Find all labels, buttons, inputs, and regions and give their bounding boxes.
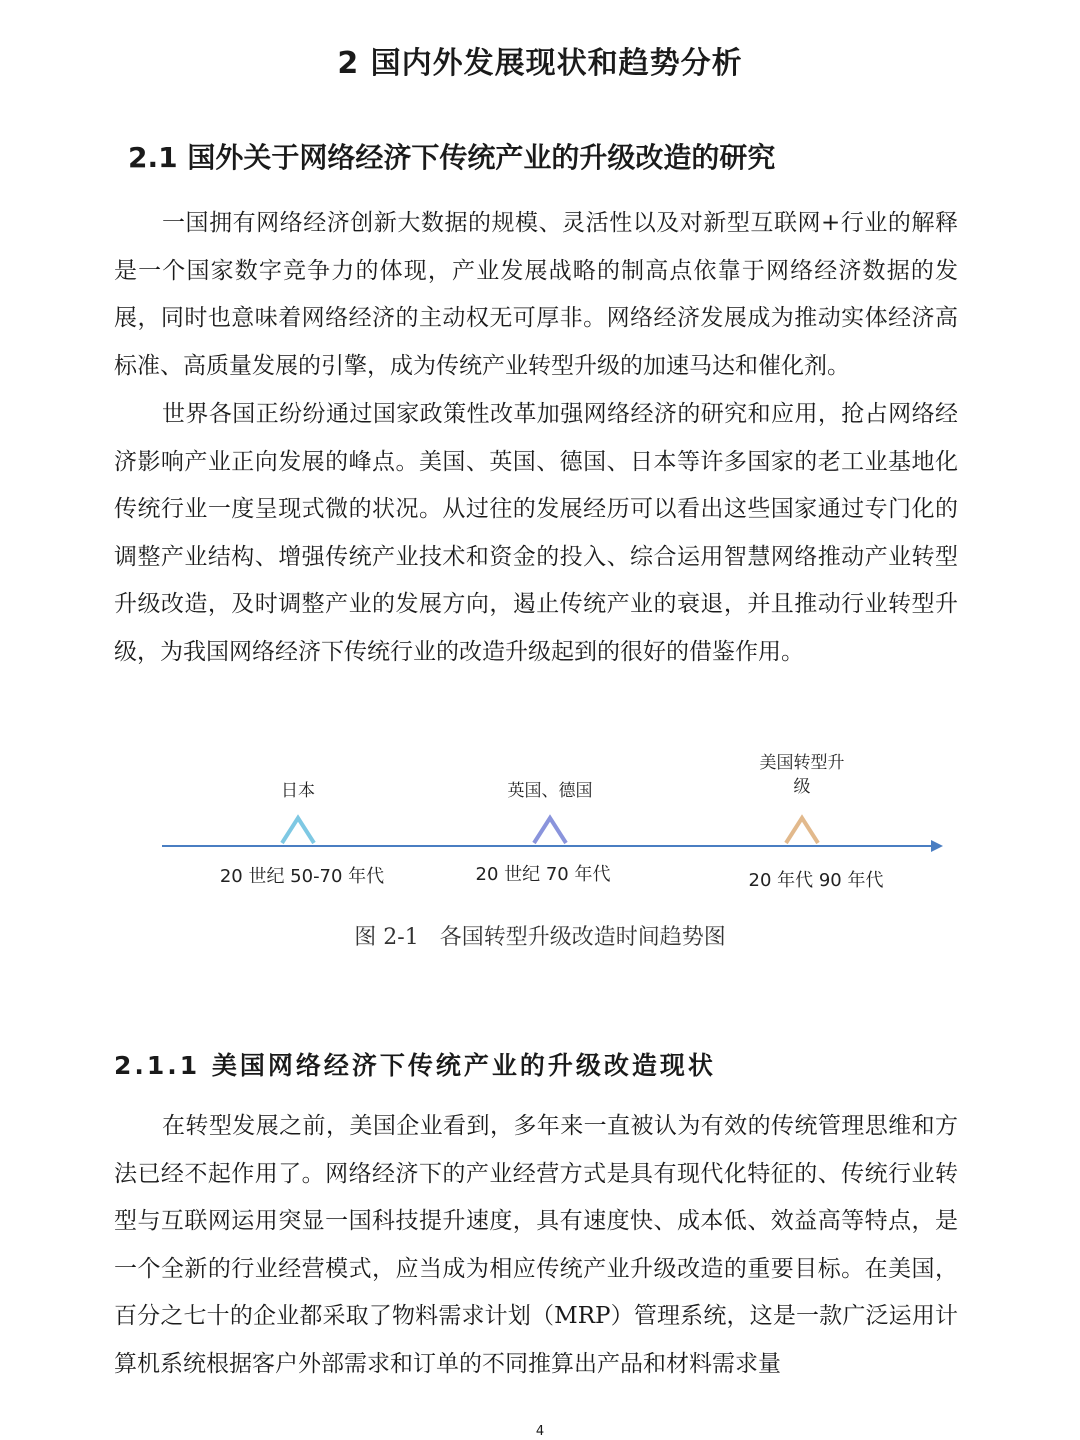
subsection-title: 2.1.1 美国网络经济下传统产业的升级改造现状 bbox=[114, 1051, 716, 1080]
page-number: 4 bbox=[535, 1424, 545, 1439]
paragraph: 在转型发展之前，美国企业看到，多年来一直被认为有效的传统管理思维和方法已经不起作用了。网络经济下的产业经营方式是具有现代化特征的、传统行业转型与互联网运用突显一国科技提升速度，具有速度快、成本低、效益高等特点，是一个全新的行业经营模式，应当成为相应传统产业升级改造的重要目标。在美国，百分之七十的企业都采取了物料需求计划（MRP）管理系统，这是一款广泛运用计算机系统根据客户外部需求和订单的不同推算出产品和材料需求量 bbox=[114, 1113, 958, 1377]
timeline-event-date: 20 世纪 70 年代 bbox=[475, 864, 611, 885]
timeline-event-label: 英国、德国 bbox=[507, 781, 593, 801]
figure-caption: 图 2-1 各国转型升级改造时间趋势图 bbox=[354, 925, 726, 950]
timeline-event-date: 20 年代 90 年代 bbox=[748, 870, 884, 891]
timeline-marker-uk-germany bbox=[534, 818, 566, 843]
timeline-event-label: 日本 bbox=[281, 781, 315, 801]
chapter-title: 2 国内外发展现状和趋势分析 bbox=[337, 46, 743, 81]
paragraph: 世界各国正纷纷通过国家政策性改革加强网络经济的研究和应用，抢占网络经济影响产业正向发展的峰点。美国、英国、德国、日本等许多国家的老工业基地化传统行业一度呈现式微的状况。从过往的发展经历可以看出这些国家通过专门化的调整产业结构、增强传统产业技术和资金的投入、综合运用智慧网络推动产业转型升级改造，及时调整产业的发展方向，遏止传统产业的衰退，并且推动行业转型升级，为我国网络经济下传统行业的改造升级起到的很好的借鉴作用。 bbox=[114, 401, 958, 665]
section-title: 2.1 国外关于网络经济下传统产业的升级改造的研究 bbox=[128, 141, 776, 174]
paragraph: 一国拥有网络经济创新大数据的规模、灵活性以及对新型互联网+行业的解释是一个国家数字竞争力的体现，产业发展战略的制高点依靠于网络经济数据的发展，同时也意味着网络经济的主动权无可厚非。网络经济发展成为推动实体经济高标准、高质量发展的引擎，成为传统产业转型升级的加速马达和催化剂。 bbox=[114, 210, 958, 379]
timeline-marker-japan bbox=[282, 818, 314, 843]
timeline-arrowhead bbox=[931, 840, 943, 852]
timeline-event-label: 美国转型升级 bbox=[759, 753, 845, 797]
timeline-marker-usa bbox=[786, 818, 818, 843]
timeline-figure bbox=[150, 740, 960, 910]
timeline-event-date: 20 世纪 50-70 年代 bbox=[219, 866, 385, 887]
